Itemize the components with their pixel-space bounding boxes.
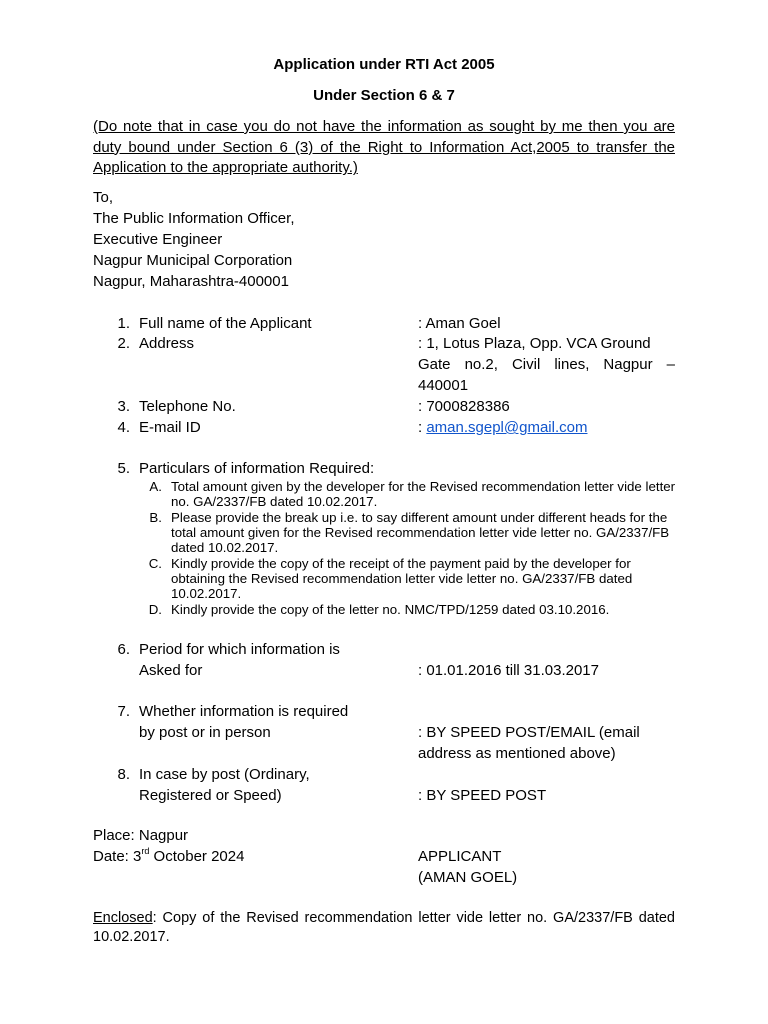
period-label-line2: Asked for: [139, 662, 203, 679]
field-number: 6.: [117, 641, 130, 658]
salutation: To,: [93, 189, 114, 206]
document-title: Application under RTI Act 2005: [273, 56, 495, 73]
place: Place: Nagpur: [93, 827, 189, 844]
sub-item-text: Kindly provide the copy of the receipt of the payment paid by the developer for obtaining the Revised recommendation letter vide letter no. GA/2337/FB dated 10.02.2017.: [171, 556, 633, 602]
email-label: E-mail ID: [139, 419, 201, 436]
email-link[interactable]: aman.sgepl@gmail.com: [426, 419, 588, 436]
field-number: 5.: [117, 460, 130, 477]
field-number: 2.: [117, 335, 130, 352]
post-type-label-line1: In case by post (Ordinary,: [139, 766, 310, 783]
date-superscript: rd: [141, 846, 150, 856]
enclosed-text: : Copy of the Revised recommendation letter vide letter no. GA/2337/FB dated 10.02.2017.: [93, 910, 675, 945]
delivery-value-line1: : BY SPEED POST/EMAIL (email: [418, 724, 640, 741]
post-type-label-line2: Registered or Speed): [139, 787, 282, 804]
field-number: 7.: [117, 703, 130, 720]
field-number: 1.: [117, 315, 130, 332]
transfer-note: (Do note that in case you do not have the information as sought by me then you are duty bound under Section 6 (3) of the Right to Information Act,2005 to transfer the Application to the appropriate authority.): [93, 118, 675, 177]
particulars-label: Particulars of information Required:: [139, 460, 375, 477]
recipient-address: Nagpur, Maharashtra-400001: [93, 273, 289, 290]
field-number: 8.: [117, 766, 130, 783]
address-value-line1: : 1, Lotus Plaza, Opp. VCA Ground: [418, 335, 651, 352]
full-name-label: Full name of the Applicant: [139, 315, 312, 332]
telephone-value: : 7000828386: [418, 398, 510, 415]
address-value-line3: 440001: [418, 377, 469, 394]
enclosure-note: [93, 909, 675, 947]
applicant-heading: APPLICANT: [418, 848, 502, 865]
date-prefix: Date: 3: [93, 848, 142, 865]
period-value: : 01.01.2016 till 31.03.2017: [418, 662, 599, 679]
date: [93, 848, 244, 865]
delivery-label-line2: by post or in person: [139, 724, 271, 741]
field-number: 4.: [117, 419, 130, 436]
recipient-designation: Executive Engineer: [93, 231, 223, 248]
post-type-value: : BY SPEED POST: [418, 787, 547, 804]
enclosed-label: Enclosed: [93, 910, 153, 926]
address-label: Address: [139, 335, 195, 352]
email-value: [418, 419, 587, 436]
applicant-name: (AMAN GOEL): [418, 869, 518, 886]
sub-item-letter: B.: [149, 510, 162, 525]
full-name-value: : Aman Goel: [418, 315, 501, 332]
sub-item-letter: A.: [149, 479, 162, 494]
period-label-line1: Period for which information is: [139, 641, 340, 658]
delivery-label-line1: Whether information is required: [139, 703, 349, 720]
delivery-value-line2: address as mentioned above): [418, 745, 616, 762]
document-subtitle: Under Section 6 & 7: [313, 87, 455, 104]
field-number: 3.: [117, 398, 130, 415]
sub-item-text: Total amount given by the developer for the Revised recommendation letter vide letter no. GA/2337/FB dated 10.02.2017.: [171, 479, 676, 510]
sub-item-letter: C.: [148, 556, 162, 571]
address-value-line2: Gate no.2, Civil lines, Nagpur –: [418, 356, 675, 373]
recipient-organisation: Nagpur Municipal Corporation: [93, 252, 293, 269]
sub-item-text: Kindly provide the copy of the letter no. NMC/TPD/1259 dated 03.10.2016.: [171, 602, 610, 617]
sub-item-letter: D.: [148, 602, 162, 617]
recipient-title: The Public Information Officer,: [93, 210, 295, 227]
sub-item-text: Please provide the break up i.e. to say different amount under different heads for the total amount given for the Revised recommendation letter vide letter no. GA/2337/FB dated 10.02.2017.: [171, 510, 670, 556]
email-prefix: :: [418, 419, 427, 436]
date-suffix: October 2024: [149, 848, 245, 865]
telephone-label: Telephone No.: [139, 398, 236, 415]
